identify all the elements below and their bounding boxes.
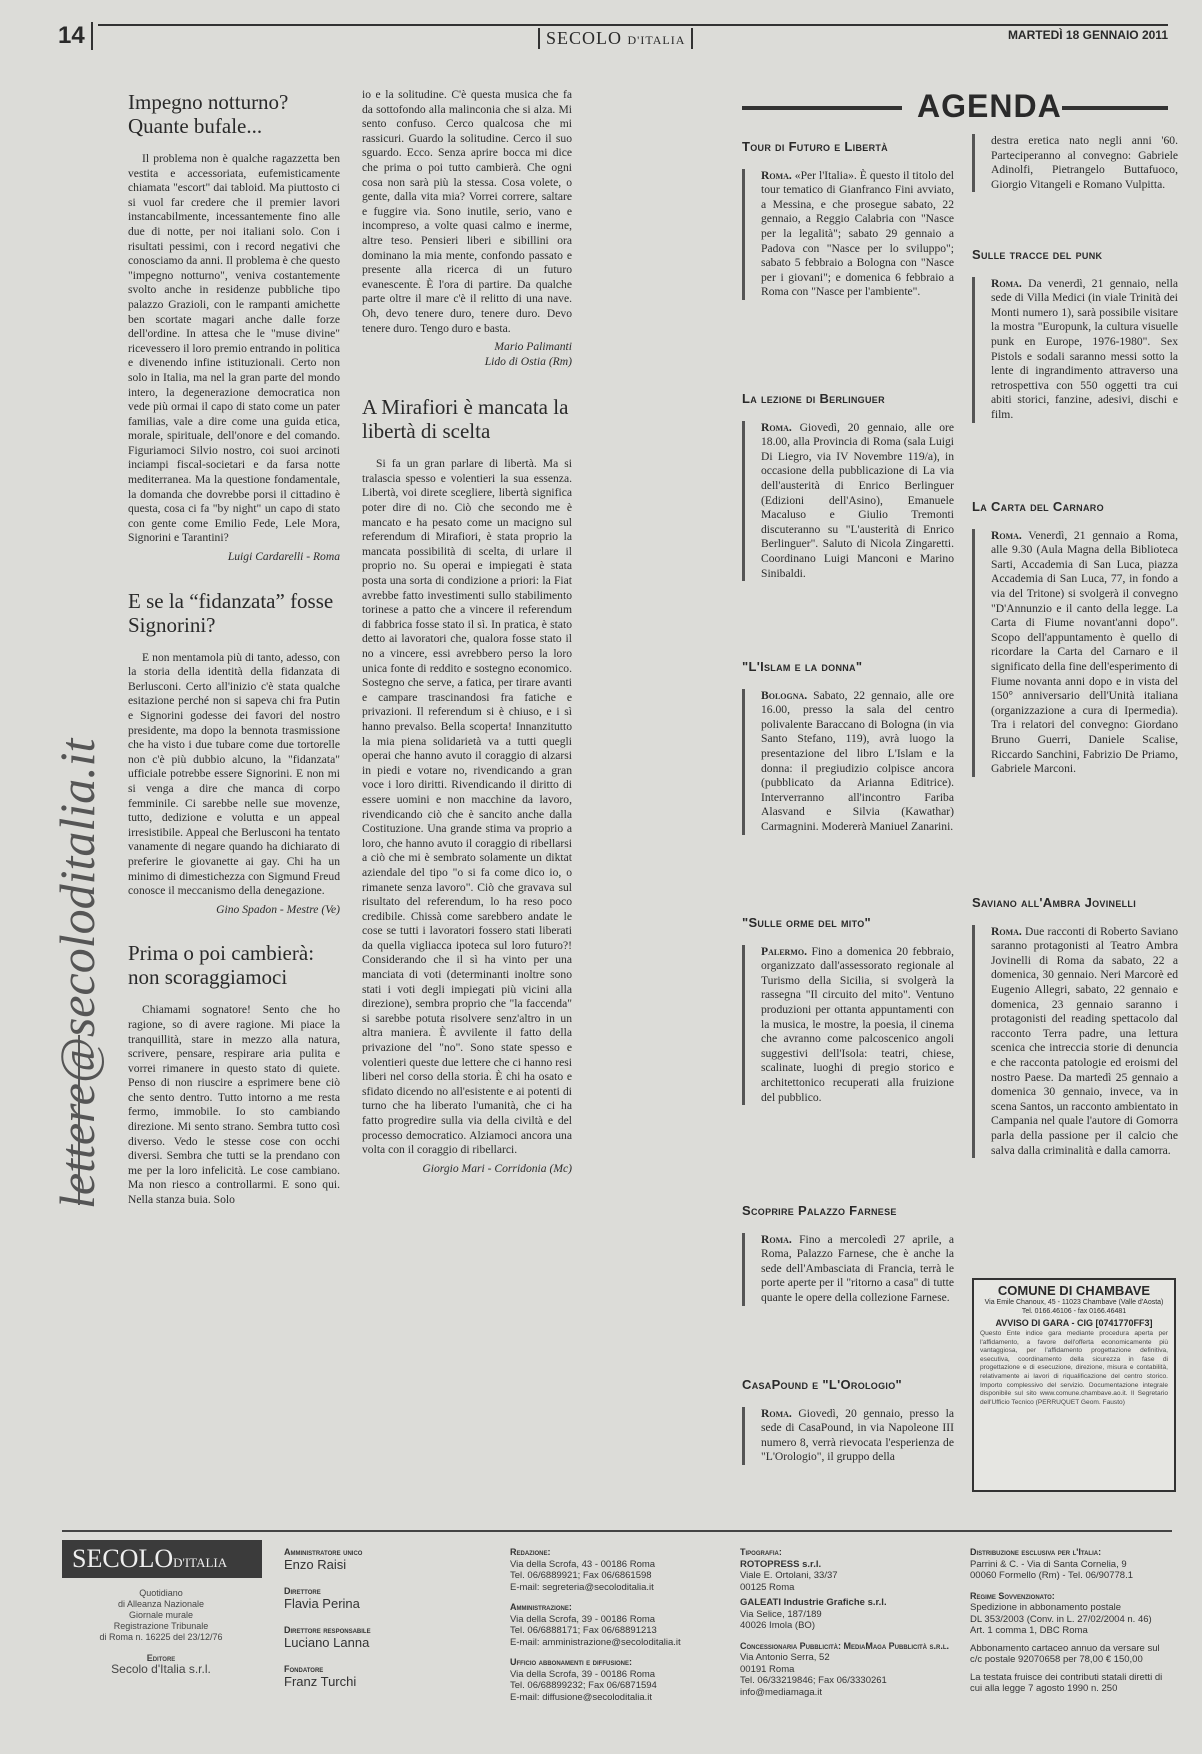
- event-title: La lezione di Berlinguer: [742, 391, 885, 406]
- event-text: «Per l'Italia». È questo il titolo del tour tematico di Gianfranco Fini avviato, a Messina, e che prosegue sabato, 22 gennaio, a Reggio Calabria con "Nasce per la legalità"; sabato 29 gennaio a Padova con "Nasce per lo sviluppo"; sabato 5 febbraio a Bologna con "Nasce per i giovani"; e domenica 6 febbraio a Roma con "Nasce per l'ambiente".: [761, 168, 954, 299]
- publication-info: Quotidiano di Alleanza Nazionale Giornale murale Registrazione Tribunale di Roma n. 16225 del 23/12/76 Editore Secolo d'Italia s.r.l.: [99, 1588, 223, 1676]
- event-title: "L'Islam e la donna": [742, 659, 863, 674]
- letter-signature: Giorgio Mari - Corridonia (Mc): [422, 1161, 572, 1175]
- letter-title: E se la “fidanzata” fosse Signorini?: [128, 588, 334, 637]
- event-title: Sulle tracce del punk: [972, 247, 1103, 262]
- event-title: "Sulle orme del mito": [742, 915, 871, 930]
- letter-body: E non mentamola più di tanto, adesso, con la storia della identità della fidanzata di Berlusconi. Certo all'inizio c'è stata qualche esitazione perché non si sapeva chi fra Putin e Signorini godesse dei favori del nostro presidente, ma dopo la bennota trasmissione che ha visto i due tubare come due tortorelle non c'è più dubbio alcuno, la "fidanzata" ufficiale potrebbe essere Signorini. E non mi si venga a dire che manca di corpo femminile. Ci sarebbe nelle sue movenze, tutto, dedizione e volutta e un appeal irresistibile. Appeal che Berlusconi ha tentato vanamente di negare quando ha dichiarato di preferire le giovanette ai gay. Chi ha un minimo di dimestichezza con Sigmund Freud conosce il meccanismo della denegazione.: [128, 650, 340, 898]
- event-city: Roma.: [991, 528, 1022, 542]
- ad-title: COMUNE DI CHAMBAVE: [997, 1283, 1151, 1298]
- agenda-event: [972, 500, 1178, 777]
- letter-body: Si fa un gran parlare di libertà. Ma si tralascia spesso e volentieri la sua essenza. Libertà, voi direte scegliere, libertà significa poter dire di no. Ciò che secondo me è mancato e ha pesato come un macigno sul referendum di Mirafiori, è stata proprio la mancata possibilità di scelta, di urlare il proprio no. Su operai e impiegati è stata posta una sorta di condizione a priori: la Fiat avrebbe fatto investimenti sullo stabilimento torinese a patto che a vincere il referendum di fabbrica fosse stato il sì. In pratica, è stato detto ai lavoratori che, qualora fosse stato il no a vincere, essi avrebbero perso la loro unica fonte di reddito e sostegno economico. Sostegno che serve, a fatica, per tirare avanti e campare trascinandosi fra fatiche e privazioni. Il referendum si è chiuso, e i sì hanno prevalso. Bella scoperta! Innanzitutto la mia piena solidarietà va a tutti quegli operai che hanno avuto il coraggio di alzarsi in piedi e votare no, rivendicando a gran voce i loro diritti. Rivendicando il diritto di essere uomini e non macchine da lavoro, rivendicando ciò che è sancito anche dalla Costituzione. Una grande stima va proprio a loro, che hanno avuto il coraggio di ribellarsi a ciò che mi è sembrato solamente un diktat aziendale del tipo "o si fa come dico io, o rimanete senza lavoro". Ciò che gravava sul risultato del referendum, lo ha reso poco credibile. Chissà come sarebbero andate le cose se tutti i lavoratori fossero stati liberati da quella vigliacca ipoteca sul loro futuro?! Considerando che il sì ha vinto per una manciata di voti (determinanti inoltre sono stati i voti degli impiegati più vicini alla direzione), sembra proprio che "la faccenda" si sarebbe potuta risolvere senz'altro in un altra maniera. È avvilente il fatto della privazione del "no". Sono state spesso e volentieri queste due lettere che ci hanno resi liberi nel corso della storia. È chi ha osato e sfidato dicendo no all'esistente e ai potenti di turno che ha liberato l'umanità, che ci ha fatto progredire sulla via della civiltà e del processo democratico. Alziamoci ancora una volta con il coraggio di ribellarci.: [362, 457, 572, 1157]
- colophon: [62, 1530, 1172, 1722]
- ad-text: Questo Ente indice gara mediante procedura aperta per l'affidamento, a favore dell'offerta economicamente più vantaggiosa, per l'affidamento progettazione definitiva, esecutiva, coordinamento della sicurezza in fase di progettazione e di esecuzione, direzione, misura e contabilità, relativamente ai lavori di riqualificazione del centro storico. Importo complessivo del servizio. Documentazione integrale disponibile sul sito www.comune.chambave.ao.it. Il Segretario dell'Ufficio Tecnico (PERRUQUET Geom. Fausto): [980, 1330, 1168, 1406]
- agenda-rule-left: [742, 106, 902, 110]
- event-text: destra eretica nato negli anni '60. Parteciperanno al convegno: Gabriele Adinolfi, Pietrangelo Buttafuoco, Giorgio Vitangeli e Romano Vulpitta.: [972, 134, 1178, 192]
- agenda-title: AGENDA: [917, 88, 1062, 124]
- event-title: Saviano all'Ambra Jovinelli: [972, 895, 1137, 910]
- event-city: Palermo.: [761, 944, 807, 958]
- tender-notice-ad: [972, 1278, 1176, 1492]
- sidebar-rule: [78, 1035, 80, 1205]
- page-number: 14: [58, 22, 93, 50]
- agenda-rule-right: [1062, 106, 1168, 110]
- event-text: Fino a domenica 20 febbraio, organizzato dall'assessorato regionale al Turismo della Sicilia, si svolgerà la rassegna "Il circuito del mito". Ventuno produzioni per ottanta appuntamenti con la musica, le mostre, la poesia, il cinema che avranno come palcoscenico angoli suggestivi dell'Isola: teatri, chiese, scalinate, luoghi di pregio storico e architettonico recuperati alla fruizione del pubblico.: [761, 944, 954, 1104]
- masthead: SECOLO D'ITALIA: [538, 28, 693, 49]
- footer-logo: SECOLOD'ITALIA: [62, 1540, 262, 1578]
- agenda-event: [742, 1378, 954, 1465]
- agenda-event: [742, 916, 954, 1105]
- event-city: Roma.: [761, 1232, 792, 1246]
- event-text: Fino a mercoledì 27 aprile, a Roma, Palazzo Farnese, che è anche la sede dell'Ambasciata di Francia, terrà le porte aperte per il "ritorno a casa" di tutte quante le opere della collezione Farnese.: [761, 1232, 954, 1304]
- event-title: Tour di Futuro e Libertà: [742, 139, 888, 154]
- agenda-continuation: [972, 134, 1178, 192]
- event-text: Giovedì, 20 gennaio, alle ore 18.00, alla Provincia di Roma (sala Luigi Di Liegro, via IV Novembre 119/a), in occasione della pubblicazione di La via dell'austerità di Enrico Berlinguer (Edizioni dell'Asino), Emanuele Macaluso e Giulio Tremonti discuteranno su "L'austerità di Enrico Berlinguer". Saluto di Nicola Zingaretti. Coordinano Luigi Manconi e Marino Sinibaldi.: [761, 420, 954, 580]
- event-text: Sabato, 22 gennaio, alle ore 16.00, presso la sala del centro polivalente Baraccano di Bologna (in via Santo Stefano, 119), avrà luogo la presentazione del libro L'Islam e la donna: il pregiudizio colpisce ancora (pubblicato da Arianna Editrice). Interverranno all'incontro Fariba Alasvand e Silvia (Kawathar) Carmagnini. Modererà Maniuel Zanarini.: [761, 688, 954, 833]
- letter-body: Il problema non è qualche ragazzetta ben vestita e accessoriata, eufemisticamente chiamata "escort" dai tabloid. Ma piuttosto ci si vuol far credere che il premier lavori instancabilmente, incessantemente fino alle due di notte, per noi italiani solo. Con i risultati pessimi, con i record negativi che conosciamo da anni. Il problema è che questo "impegno notturno", veniva costantemente svolto anche in residenze pubbliche tipo palazzo Grazioli, con le rampanti amichette ben scortate magari anche dalle forze dell'ordine. In attesa che le "muse divine" ricevessero il loro premio entrando in politica e divenendo infine istituzionali. Certo non solo in Italia, ma nel la gran parte del mondo intero, la degenerazione democratica non vede più ormai il capo di stato come un pater familias, vale a dire come una guida etica, morale, spirituale, dell'onore e del comando. Figuriamoci Silvio nostro, coi suoi arcinoti inciampi fiscal-societari e da farsa notte mediterranea. Ma la questione fondamentale, la domanda che dovrebbe porsi il cittadino è questa, cosa ci fa "by night" un capo di stato con gente come Emilio Fede, Lele Mora, Signorini e Tarantini?: [128, 152, 340, 545]
- ad-phone: Tel. 0166.46106 - fax 0166.46481: [1021, 1308, 1127, 1315]
- page-header: [58, 18, 1168, 52]
- printing-column: Tipografia: ROTOPRESS s.r.l. Viale E. Ortolani, 33/37 00125 Roma GALEATI Industrie Grafiche s.r.l. Via Selice, 187/189 40026 Imola (BO) Concessionaria Pubblicità: MediaMaga Pubblicità s.r.l. Via Antonio Serra, 52 00191 Roma Tel. 06/33219846; Fax 06/3330261 info@mediamaga.it: [740, 1547, 949, 1698]
- event-title: La Carta del Carnaro: [972, 499, 1104, 514]
- ad-subtitle: AVVISO DI GARA - CIG [0741770FF3]: [995, 1318, 1153, 1328]
- staff-column: Amministratore unico Enzo Raisi Direttore Flavia Perina Direttore responsabile Luciano Lanna Fondatore Franz Turchi: [284, 1547, 371, 1689]
- letters-sidebar: [49, 95, 105, 1209]
- letters-column-2: [362, 88, 572, 1188]
- event-text: Giovedì, 20 gennaio, presso la sede di CasaPound, in via Napoleone III numero 8, verrà rievocata l'esperienza de "L'Orologio", il gruppo della: [761, 1406, 954, 1464]
- event-title: CasaPound e "L'Orologio": [742, 1377, 902, 1392]
- letter-signature-place: Lido di Ostia (Rm): [484, 354, 572, 368]
- event-city: Roma.: [761, 420, 792, 434]
- event-city: Bologna.: [761, 688, 808, 702]
- letter-body: Chiamami sognatore! Sento che ho ragione, so di avere ragione. Mi piace la tranquillità, stare in mezzo alla natura, scrivere, pensare, respirare aria pulita e vorrei rimanere in questo stato di quiete. Penso di non riuscire a esprimere bene ciò che sento dentro. Tutto intorno a me resta fermo, immobile. Io sto cambiando direzione. Mi sento strano. Sembra tutto così diverso. Vedo le stesse cose con occhi diversi. Sembra che tutti se la prendano con me per la loro infelicità. Le cose cambiano. Ma non riesco a controllarmi. E sono qui. Nella stanza buia. Solo: [128, 1003, 340, 1207]
- letter-continuation: io e la solitudine. C'è questa musica che fa da sottofondo alla malinconia che si alza. Mi sento confuso. Cerco qualcosa che mi rassicuri. Guardo la solitudine. Cerco il suo sguardo. Ecco. Senza aprire bocca mi dice che prima o poi tutto cambierà. Che ogni cosa non sarà più la stessa. Cosa volete, o gente, dalla vita mia? Vorrei correre, saltare e fuggire via. Sono inutile, serio, vano e incompreso, a volte quasi calmo e inerme, altre teso. Pensieri liberi e sibillini ora dominano la mia mente, confondo passato e presente alla ricerca di un futuro evanescente. È l'ora di partire. Da qualche parte oltre il mare c'è il relitto di una nave. Oh, devo tenere duro, tenere duro. Devo tenere duro. Tengo duro e basta.: [362, 88, 572, 335]
- event-city: Roma.: [761, 1406, 792, 1420]
- letter-signature: Gino Spadon - Mestre (Ve): [216, 902, 340, 916]
- event-text: Venerdì, 21 gennaio a Roma, alle 9.30 (Aula Magna della Biblioteca Sarti, Accademia di San Luca, piazza Accademia di San Luca, 77, in fondo a via del Tritone) si svolgerà il convegno "D'Annunzio e il canto della legge. La Carta di Fiume novant'anni dopo". Scopo dell'appuntamento è quello di ricordare la Carta del Carnaro e il significato della fine dell'esperimento di Fiume novanta anni dopo e in vista del 150° anniversario dell'Unità italiana (organizzazione a cura di Ipermedia). Tra i relatori del convegno: Giordano Bruno Guerri, Daniele Scalise, Riccardo Sanchini, Fabrizio De Priamo, Gabriele Marconi.: [991, 528, 1178, 776]
- agenda-event: [742, 1204, 954, 1306]
- event-text: Due racconti di Roberto Saviano saranno protagonisti al Teatro Ambra Jovinelli di Roma da sabato, 22 a domenica, 30 gennaio. Neri Marcorè ed Eugenio Allegri, sabato, 22 gennaio e domenica, 23 gennaio saranno i protagonisti del reading spettacolo dal racconto Terra padre, una lettura scenica che intreccia storie di denuncia e che racconta patologie ed eroismi del nostro Paese. Da martedì 25 gennaio a domenica 30 gennaio, invece, va in scena Santos, un racconto ambientato in Campania nel quale l'autore di Gomorra parla della passione per il calcio che salva dalla criminalità e dalla camorra.: [991, 924, 1179, 1157]
- distribution-column: Distribuzione esclusiva per l'Italia: Parrini & C. - Via di Santa Cornelia, 9 00060 Formello (Rm) - Tel. 06/90778.1 Regime Sovvenzionato: Spedizione in abbonamento postale DL 353/2003 (Conv. in L. 27/02/2004 n. 46) Art. 1 comma 1, DBC Roma Abbonamento cartaceo annuo da versare sul c/c postale 92070658 per 78,00 € 150,00 La testata fruisce dei contributi statali diretti di cui alla legge 7 agosto 1990 n. 250: [970, 1547, 1163, 1694]
- issue-date: MARTEDÌ 18 GENNAIO 2011: [1007, 28, 1168, 42]
- event-text: Da venerdì, 21 gennaio, nella sede di Villa Medici (in viale Trinità dei Monti numero 1), sarà possibile visitare la mostra "Europunk, la cultura visuelle punk en Europe, 1976-1980". Sex Pistols e sodali saranno messi sotto la lente di ingrandimento attraverso una retrospettiva con 550 oggetti tra cui abiti storici, fanzine, adesivi, dischi e film.: [991, 276, 1179, 421]
- ad-address: Via Emile Chanoux, 45 - 11023 Chambave (Valle d'Aosta): [984, 1299, 1164, 1306]
- letter-title: Impegno notturno? Quante bufale...: [128, 90, 289, 138]
- agenda-event: [742, 140, 954, 300]
- agenda-event: [742, 660, 954, 835]
- event-city: Roma.: [761, 168, 792, 182]
- event-city: Roma.: [991, 924, 1022, 938]
- agenda-event: [972, 896, 1178, 1158]
- letters-column-1: [128, 84, 340, 1212]
- header-rule: [98, 24, 1168, 26]
- letter-signature: Luigi Cardarelli - Roma: [227, 550, 340, 564]
- agenda-event: [742, 392, 954, 581]
- event-city: Roma.: [991, 276, 1022, 290]
- agenda-event: [972, 248, 1178, 423]
- contacts-column: Redazione: Via della Scrofa, 43 - 00186 Roma Tel. 06/6889921; Fax 06/6861598 E-mail: segreteria@secoloditalia.it Amministrazione: Via della Scrofa, 39 - 00186 Roma Tel. 06/6888171; Fax 06/68891213 E-mail: amministrazione@secoloditalia.it Ufficio abbonamenti e diffusione: Via della Scrofa, 39 - 00186 Roma Tel. 06/68899232; Fax 06/6871594 E-mail: diffusione@secoloditalia.it: [510, 1547, 681, 1703]
- agenda-header: [742, 86, 1168, 126]
- letter-signature-name: Mario Palimanti: [494, 340, 572, 354]
- letter-title: A Mirafiori è mancata la libertà di scelta: [362, 395, 569, 444]
- event-title: Scoprire Palazzo Farnese: [742, 1203, 897, 1218]
- letter-title: Prima o poi cambierà: non scoraggiamoci: [128, 941, 315, 990]
- letters-email[interactable]: lettere@secoloditalia.it: [49, 738, 105, 1209]
